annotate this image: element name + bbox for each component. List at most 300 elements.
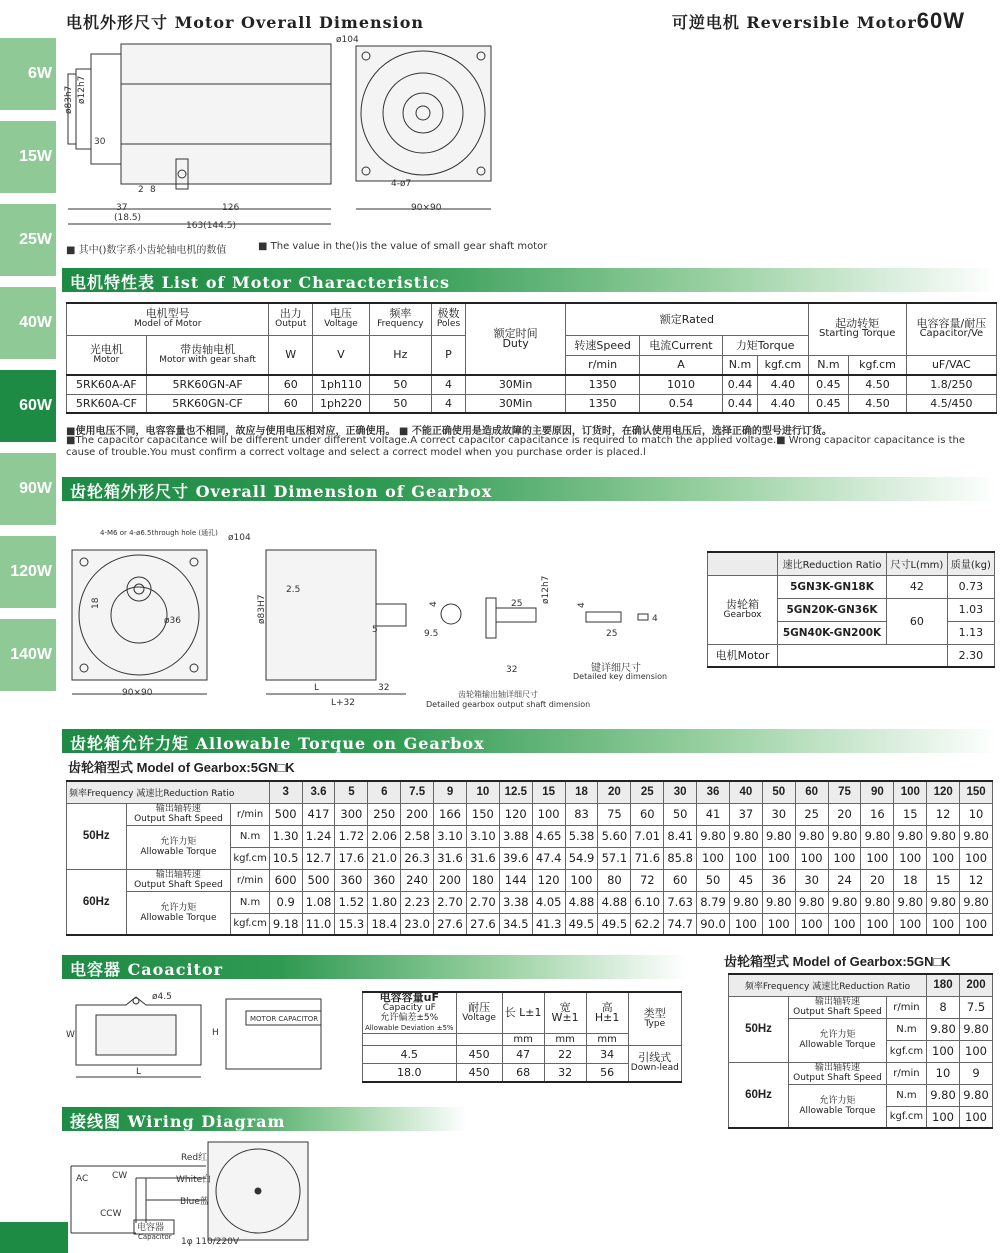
torque-en: Allowable Torque xyxy=(140,912,217,923)
h-volt xyxy=(456,992,502,1034)
h-capacitor xyxy=(906,303,996,355)
unit-mm: mm xyxy=(544,1034,586,1046)
cell: 1350 xyxy=(566,375,640,394)
cell: 500 xyxy=(302,869,335,891)
h-freq-cn: 频率 xyxy=(389,307,412,321)
svg-text:L: L xyxy=(136,1067,142,1077)
cell: 39.6 xyxy=(499,847,532,869)
svg-text:9.5: 9.5 xyxy=(424,629,439,639)
tab-140w[interactable]: 140W xyxy=(0,619,56,691)
blank-cell xyxy=(363,1034,457,1046)
h-ratio: 速比Reduction Ratio xyxy=(778,552,887,575)
cell: 9.80 xyxy=(927,825,960,847)
tab-6w[interactable]: 6W xyxy=(0,38,56,110)
section-allowable-torque: 齿轮箱允许力矩 Allowable Torque on Gearbox xyxy=(62,729,997,753)
table-row xyxy=(67,803,993,825)
cell: 9.80 xyxy=(828,891,861,913)
table-row xyxy=(708,644,995,667)
cell: 5RK60A-CF xyxy=(67,394,147,413)
cell: 1.03 xyxy=(947,598,994,621)
cell: 9.80 xyxy=(894,891,927,913)
svg-text:L+32: L+32 xyxy=(331,698,356,708)
cell: 11.0 xyxy=(302,913,335,935)
cell: 100 xyxy=(828,913,861,935)
cell: 54.9 xyxy=(565,847,598,869)
cell: 16 xyxy=(861,803,894,825)
svg-text:5: 5 xyxy=(372,625,378,635)
cell: 120 xyxy=(532,869,565,891)
u-hz: Hz xyxy=(369,335,431,375)
svg-text:L: L xyxy=(314,683,320,693)
label-ccw: CCW xyxy=(100,1209,122,1219)
ratio-cell: 60 xyxy=(795,781,828,803)
label-cw: CW xyxy=(112,1171,128,1181)
cell: 100 xyxy=(894,847,927,869)
h-poles-cn: 极数 xyxy=(437,307,460,321)
cell: 50 xyxy=(697,869,730,891)
cell: 25 xyxy=(795,803,828,825)
cell: 1.72 xyxy=(335,825,368,847)
cell: 9.80 xyxy=(894,825,927,847)
cell: 23.0 xyxy=(401,913,434,935)
cell: 9.80 xyxy=(729,825,762,847)
cell: 4.65 xyxy=(532,825,565,847)
cell: 100 xyxy=(762,913,795,935)
tab-40w[interactable]: 40W xyxy=(0,287,56,359)
cell: 100 xyxy=(960,913,993,935)
speed-cn: 输出轴转速 xyxy=(814,1063,860,1073)
cell: 9.80 xyxy=(960,891,993,913)
ratio-cell: 75 xyxy=(828,781,861,803)
freq-60hz: 60Hz xyxy=(729,1062,789,1128)
torque-label xyxy=(789,1018,887,1062)
cell: 1.08 xyxy=(302,891,335,913)
lead-cn: 引线式 xyxy=(638,1051,672,1065)
cell: 57.1 xyxy=(598,847,631,869)
speed-cn: 输出轴转速 xyxy=(155,870,201,880)
label-supply: 1φ 110/220V xyxy=(181,1237,240,1247)
blank-cell xyxy=(456,1034,502,1046)
cell: 2.06 xyxy=(368,825,401,847)
h-starting xyxy=(808,303,906,355)
section-motor-characteristics: 电机特性表 List of Motor Characteristics xyxy=(62,268,997,292)
h-freq: 频率Frequency xyxy=(744,981,810,992)
cell: 100 xyxy=(927,1106,960,1128)
cell: 12 xyxy=(927,803,960,825)
cell: 360 xyxy=(368,869,401,891)
cell: 9.80 xyxy=(927,891,960,913)
allowable-torque-table xyxy=(66,780,993,936)
cell: 1350 xyxy=(566,394,640,413)
h-model-en: Model of Motor xyxy=(133,319,202,330)
cell: 9.80 xyxy=(960,1084,993,1106)
cell: 4.5/450 xyxy=(906,394,996,413)
cell: 9.80 xyxy=(762,891,795,913)
cell: 72 xyxy=(631,869,664,891)
cell: 500 xyxy=(269,803,302,825)
section-wiring: 接线图 Wiring Diagram xyxy=(62,1107,467,1131)
cell: 200 xyxy=(434,869,467,891)
h-volt-cn: 耐压 xyxy=(468,1001,491,1014)
svg-text:126: 126 xyxy=(222,203,240,213)
table-row xyxy=(67,394,997,413)
h-model xyxy=(67,303,269,335)
cell: 9 xyxy=(960,1062,993,1084)
cell: 37 xyxy=(729,803,762,825)
cell: 100 xyxy=(927,1040,960,1062)
footer-bar xyxy=(0,1222,68,1253)
h-cap-cn: 电容容量/耐压 xyxy=(916,317,987,331)
cell: 83 xyxy=(565,803,598,825)
cell: 45 xyxy=(729,869,762,891)
h-output xyxy=(269,303,313,335)
ratio-cell: 36 xyxy=(697,781,730,803)
cell: 24 xyxy=(828,869,861,891)
cell: 4.50 xyxy=(849,394,907,413)
cell: 9.80 xyxy=(960,825,993,847)
note-capacitor-cn: ■使用电压不同，电容容量也不相同，故应与使用电压相对应，正确使用。 ■ 不能正确使用是造成故障的主要原因，订货时，在确认使用电压后，选择正确的型号进行订货。 xyxy=(66,426,832,437)
u-rmin: r/min xyxy=(566,355,640,375)
h-voltage-cn: 电压 xyxy=(329,307,352,321)
cell: 7.5 xyxy=(960,996,993,1018)
cell: 4.40 xyxy=(758,375,808,394)
cell: 50 xyxy=(369,375,431,394)
cell: 2.30 xyxy=(947,644,994,667)
cell: 10.5 xyxy=(269,847,302,869)
cell: 120 xyxy=(499,803,532,825)
cell: 18.0 xyxy=(363,1064,457,1082)
unit-mm: mm xyxy=(502,1034,544,1046)
tab-120w[interactable]: 120W xyxy=(0,536,56,608)
section-gearbox-dimension: 齿轮箱外形尺寸 Overall Dimension of Gearbox xyxy=(62,477,997,501)
cell: 4.40 xyxy=(758,394,808,413)
lead-en: Down-lead xyxy=(630,1063,679,1074)
cell: 60 xyxy=(631,803,664,825)
table-row xyxy=(708,575,995,598)
h-freq-en: Frequency xyxy=(377,319,424,330)
cell: 49.5 xyxy=(598,913,631,935)
gearbox-en: Gearbox xyxy=(723,609,762,620)
cell: 1.8/250 xyxy=(906,375,996,394)
cell: 2.58 xyxy=(401,825,434,847)
cell: 5GN3K-GN18K xyxy=(778,575,887,598)
cell: 30Min xyxy=(466,394,566,413)
cell: 68 xyxy=(502,1064,544,1082)
h-mass: 质量(kg) xyxy=(947,552,994,575)
key-detail-en: Detailed key dimension xyxy=(573,672,668,681)
cell: 9.18 xyxy=(269,913,302,935)
cell: 4 xyxy=(431,375,465,394)
h-poles xyxy=(431,303,465,335)
svg-text:8: 8 xyxy=(150,185,156,195)
cell: 0.44 xyxy=(722,394,758,413)
cell: 41 xyxy=(697,803,730,825)
svg-text:ø104: ø104 xyxy=(228,533,251,543)
cell: 9.80 xyxy=(861,825,894,847)
ratio-cell: 12.5 xyxy=(499,781,532,803)
cell: 200 xyxy=(401,803,434,825)
speed-en: Output Shaft Speed xyxy=(793,1007,882,1017)
cell: 42 xyxy=(887,575,948,598)
cell: 100 xyxy=(861,913,894,935)
cell: 0.9 xyxy=(269,891,302,913)
h-rated: 额定Rated xyxy=(566,303,809,335)
unit-kgf: kgf.cm xyxy=(886,1106,926,1128)
h-duty xyxy=(466,303,566,375)
cell: 3.10 xyxy=(466,825,499,847)
cell: 100 xyxy=(565,869,598,891)
h-gear-cn: 带齿轴电机 xyxy=(180,342,236,356)
cell: 4.88 xyxy=(598,891,631,913)
ratio-cell: 18 xyxy=(565,781,598,803)
svg-text:H: H xyxy=(212,1028,219,1038)
speed-label xyxy=(126,803,231,825)
u-kgf2: kgf.cm xyxy=(849,355,907,375)
cell: 10 xyxy=(960,803,993,825)
speed-label xyxy=(789,1062,887,1084)
svg-text:ø12h7: ø12h7 xyxy=(541,575,551,604)
cell: 5.38 xyxy=(565,825,598,847)
torque-label xyxy=(126,891,231,935)
note-small-shaft-cn: ■ 其中()数字系小齿轮轴电机的数值 xyxy=(66,245,227,256)
tab-60w[interactable]: 60W xyxy=(0,370,56,442)
cell: 74.7 xyxy=(664,913,697,935)
cell: 0.45 xyxy=(808,394,849,413)
label-blue: Blue蓝 xyxy=(180,1197,209,1207)
h-width: 宽 W±1 xyxy=(544,992,586,1034)
blank-cell xyxy=(708,552,778,575)
cell: 34 xyxy=(586,1046,628,1064)
ratio-cell: 200 xyxy=(960,974,993,996)
cell: 100 xyxy=(960,1106,993,1128)
cell: 100 xyxy=(795,847,828,869)
cell: 4.05 xyxy=(532,891,565,913)
cell: 27.6 xyxy=(466,913,499,935)
cell: 60 xyxy=(269,394,313,413)
gearbox-cn: 齿轮箱 xyxy=(726,597,759,611)
unit-kgf: kgf.cm xyxy=(231,847,269,869)
cell: 34.5 xyxy=(499,913,532,935)
tab-90w[interactable]: 90W xyxy=(0,453,56,525)
cell: 47 xyxy=(502,1046,544,1064)
h-output-cn: 出力 xyxy=(279,307,302,321)
cell: 1ph220 xyxy=(313,394,370,413)
cell: 20 xyxy=(861,869,894,891)
u-cap: uF/VAC xyxy=(906,355,996,375)
motor-label: 电机Motor xyxy=(708,644,778,667)
h-volt-en: Voltage xyxy=(462,1013,496,1023)
cell: 12 xyxy=(960,869,993,891)
svg-text:4: 4 xyxy=(652,614,658,624)
cell: 417 xyxy=(302,803,335,825)
u-nm: N.m xyxy=(722,355,758,375)
cell: 50 xyxy=(664,803,697,825)
h-dev-cn: 允许偏差±5% xyxy=(380,1013,439,1023)
cell: 100 xyxy=(729,847,762,869)
h-torque: 力矩Torque xyxy=(722,335,808,355)
h-speed: 转速Speed xyxy=(566,335,640,355)
page-title-right xyxy=(672,8,965,34)
svg-text:25: 25 xyxy=(606,629,618,639)
cell: 30Min xyxy=(466,375,566,394)
cell: 90.0 xyxy=(697,913,730,935)
h-model-cn: 电机型号 xyxy=(145,307,190,321)
ratio-cell: 180 xyxy=(927,974,960,996)
capacitor-table xyxy=(362,991,682,1083)
svg-text:32: 32 xyxy=(506,665,518,675)
cell: 30 xyxy=(762,803,795,825)
cell: 1.52 xyxy=(335,891,368,913)
label-red: Red红 xyxy=(181,1153,208,1163)
ratio-cell: 30 xyxy=(664,781,697,803)
ratio-cell: 3 xyxy=(269,781,302,803)
cell: 9.80 xyxy=(861,891,894,913)
cell: 100 xyxy=(894,913,927,935)
ratio-cell: 7.5 xyxy=(401,781,434,803)
h-gear-en: Motor with gear shaft xyxy=(159,354,256,365)
cell: 17.6 xyxy=(335,847,368,869)
svg-text:4: 4 xyxy=(577,602,587,608)
cell: 75 xyxy=(598,803,631,825)
cell: 600 xyxy=(269,869,302,891)
cell: 80 xyxy=(598,869,631,891)
torque-en: Allowable Torque xyxy=(799,1040,876,1050)
cell: 100 xyxy=(927,847,960,869)
label-cap-en: Capacitor xyxy=(138,1233,172,1241)
allowable-torque-table-2 xyxy=(728,973,993,1129)
power-sidebar xyxy=(0,0,56,1253)
ratio-cell: 5 xyxy=(335,781,368,803)
speed-en: Output Shaft Speed xyxy=(134,880,223,890)
cell: 9.80 xyxy=(927,1018,960,1040)
cell: 3.10 xyxy=(434,825,467,847)
h-optical-cn: 光电机 xyxy=(89,342,123,356)
h-output-en: Output xyxy=(275,319,307,330)
page-title: 电机外形尺寸 Motor Overall Dimension xyxy=(66,13,425,32)
torque-label xyxy=(126,825,231,869)
cell: 9.80 xyxy=(729,891,762,913)
cell: 27.6 xyxy=(434,913,467,935)
cell: 0.54 xyxy=(640,394,722,413)
motor-dimension-drawing xyxy=(66,34,496,234)
ratio-cell: 120 xyxy=(927,781,960,803)
cell: 240 xyxy=(401,869,434,891)
tab-25w[interactable]: 25W xyxy=(0,204,56,276)
note-small-shaft-en: ■ The value in the()is the value of small gear shaft motor xyxy=(258,241,548,252)
svg-text:ø12h7: ø12h7 xyxy=(77,75,87,104)
h-voltage-en: Voltage xyxy=(324,319,358,330)
cell: 21.0 xyxy=(368,847,401,869)
capacitor-label: MOTOR CAPACITOR xyxy=(250,1015,319,1023)
cell: 22 xyxy=(544,1046,586,1064)
cell: 7.01 xyxy=(631,825,664,847)
h-gear-shaft xyxy=(146,335,269,375)
cell: 18 xyxy=(894,869,927,891)
cell: 9.80 xyxy=(795,891,828,913)
h-freq-ratio xyxy=(729,974,927,996)
note-capacitor-en: ■The capacitor capacitance will be different under different voltage.A correct capacitor capacitance is required to match the applied voltage.■ Wrong capacitor capacitance is the cause of trouble.You must confirm a correct voltage and select a correct model when you purchase order is placed.l xyxy=(66,435,965,458)
gearbox-model-label-2: 齿轮箱型式 Model of Gearbox:5GN□K xyxy=(724,954,951,969)
key-detail-cn: 键详细尺寸 xyxy=(591,663,641,674)
torque-cn: 允许力矩 xyxy=(160,837,197,847)
cell: 1.13 xyxy=(947,621,994,644)
cell: 60 xyxy=(269,375,313,394)
svg-text:90×90: 90×90 xyxy=(122,688,153,698)
title-right-text: 可逆电机 Reversible Motor xyxy=(671,13,917,32)
h-freq-ratio xyxy=(67,781,270,803)
table-row xyxy=(67,375,997,394)
ratio-cell: 3.6 xyxy=(302,781,335,803)
cell: 9.80 xyxy=(795,825,828,847)
motor-characteristics-table xyxy=(66,302,997,414)
cell: 450 xyxy=(456,1046,502,1064)
power-rating: 60W xyxy=(916,8,965,33)
cell: 85.8 xyxy=(664,847,697,869)
tab-15w[interactable]: 15W xyxy=(0,121,56,193)
blank-cell xyxy=(778,644,948,667)
svg-text:4-ø7: 4-ø7 xyxy=(391,179,412,189)
cell: 31.6 xyxy=(466,847,499,869)
cell: 8.79 xyxy=(697,891,730,913)
h-type-en: Type xyxy=(644,1019,666,1029)
cell: 32 xyxy=(544,1064,586,1082)
svg-text:37: 37 xyxy=(116,203,128,213)
svg-text:ø83H7: ø83H7 xyxy=(257,594,267,624)
cell: 4 xyxy=(431,394,465,413)
h-frequency xyxy=(369,303,431,335)
freq-50hz: 50Hz xyxy=(729,996,789,1062)
svg-text:30: 30 xyxy=(94,137,106,147)
h-size: 尺寸L(mm) xyxy=(887,552,948,575)
freq-50hz: 50Hz xyxy=(67,803,127,869)
h-current: 电流Current xyxy=(640,335,722,355)
unit-kgf: kgf.cm xyxy=(886,1040,926,1062)
cell: 1010 xyxy=(640,375,722,394)
cell: 100 xyxy=(828,847,861,869)
cell: 100 xyxy=(762,847,795,869)
svg-text:(18.5): (18.5) xyxy=(114,213,142,223)
cell: 26.3 xyxy=(401,847,434,869)
cell: 100 xyxy=(960,1040,993,1062)
cell: 4.5 xyxy=(363,1046,457,1064)
cell: 47.4 xyxy=(532,847,565,869)
cell: 0.45 xyxy=(808,375,849,394)
cell: 1.30 xyxy=(269,825,302,847)
freq-60hz: 60Hz xyxy=(67,869,127,935)
cell: 100 xyxy=(927,913,960,935)
h-cap-cn: 电容容量uF xyxy=(379,991,439,1004)
unit-nm: N.m xyxy=(886,1084,926,1106)
h-dev-en: Allowable Deviation ±5% xyxy=(365,1024,454,1032)
cell: 2.70 xyxy=(434,891,467,913)
cell: 15.3 xyxy=(335,913,368,935)
cell: 1ph110 xyxy=(313,375,370,394)
cell: 5RK60GN-CF xyxy=(146,394,269,413)
u-v: V xyxy=(313,335,370,375)
cell: 150 xyxy=(466,803,499,825)
cell: 15 xyxy=(927,869,960,891)
h-starting-en: Starting Torque xyxy=(818,328,896,340)
cell: 100 xyxy=(729,913,762,935)
table-row xyxy=(729,1062,993,1084)
cell: 31.6 xyxy=(434,847,467,869)
h-duty-en: Duty xyxy=(502,337,529,350)
table-row xyxy=(67,825,993,847)
unit-rmin: r/min xyxy=(886,996,926,1018)
table-row xyxy=(67,891,993,913)
capacitor-drawing xyxy=(66,985,356,1085)
torque-cn: 允许力矩 xyxy=(819,1095,856,1106)
